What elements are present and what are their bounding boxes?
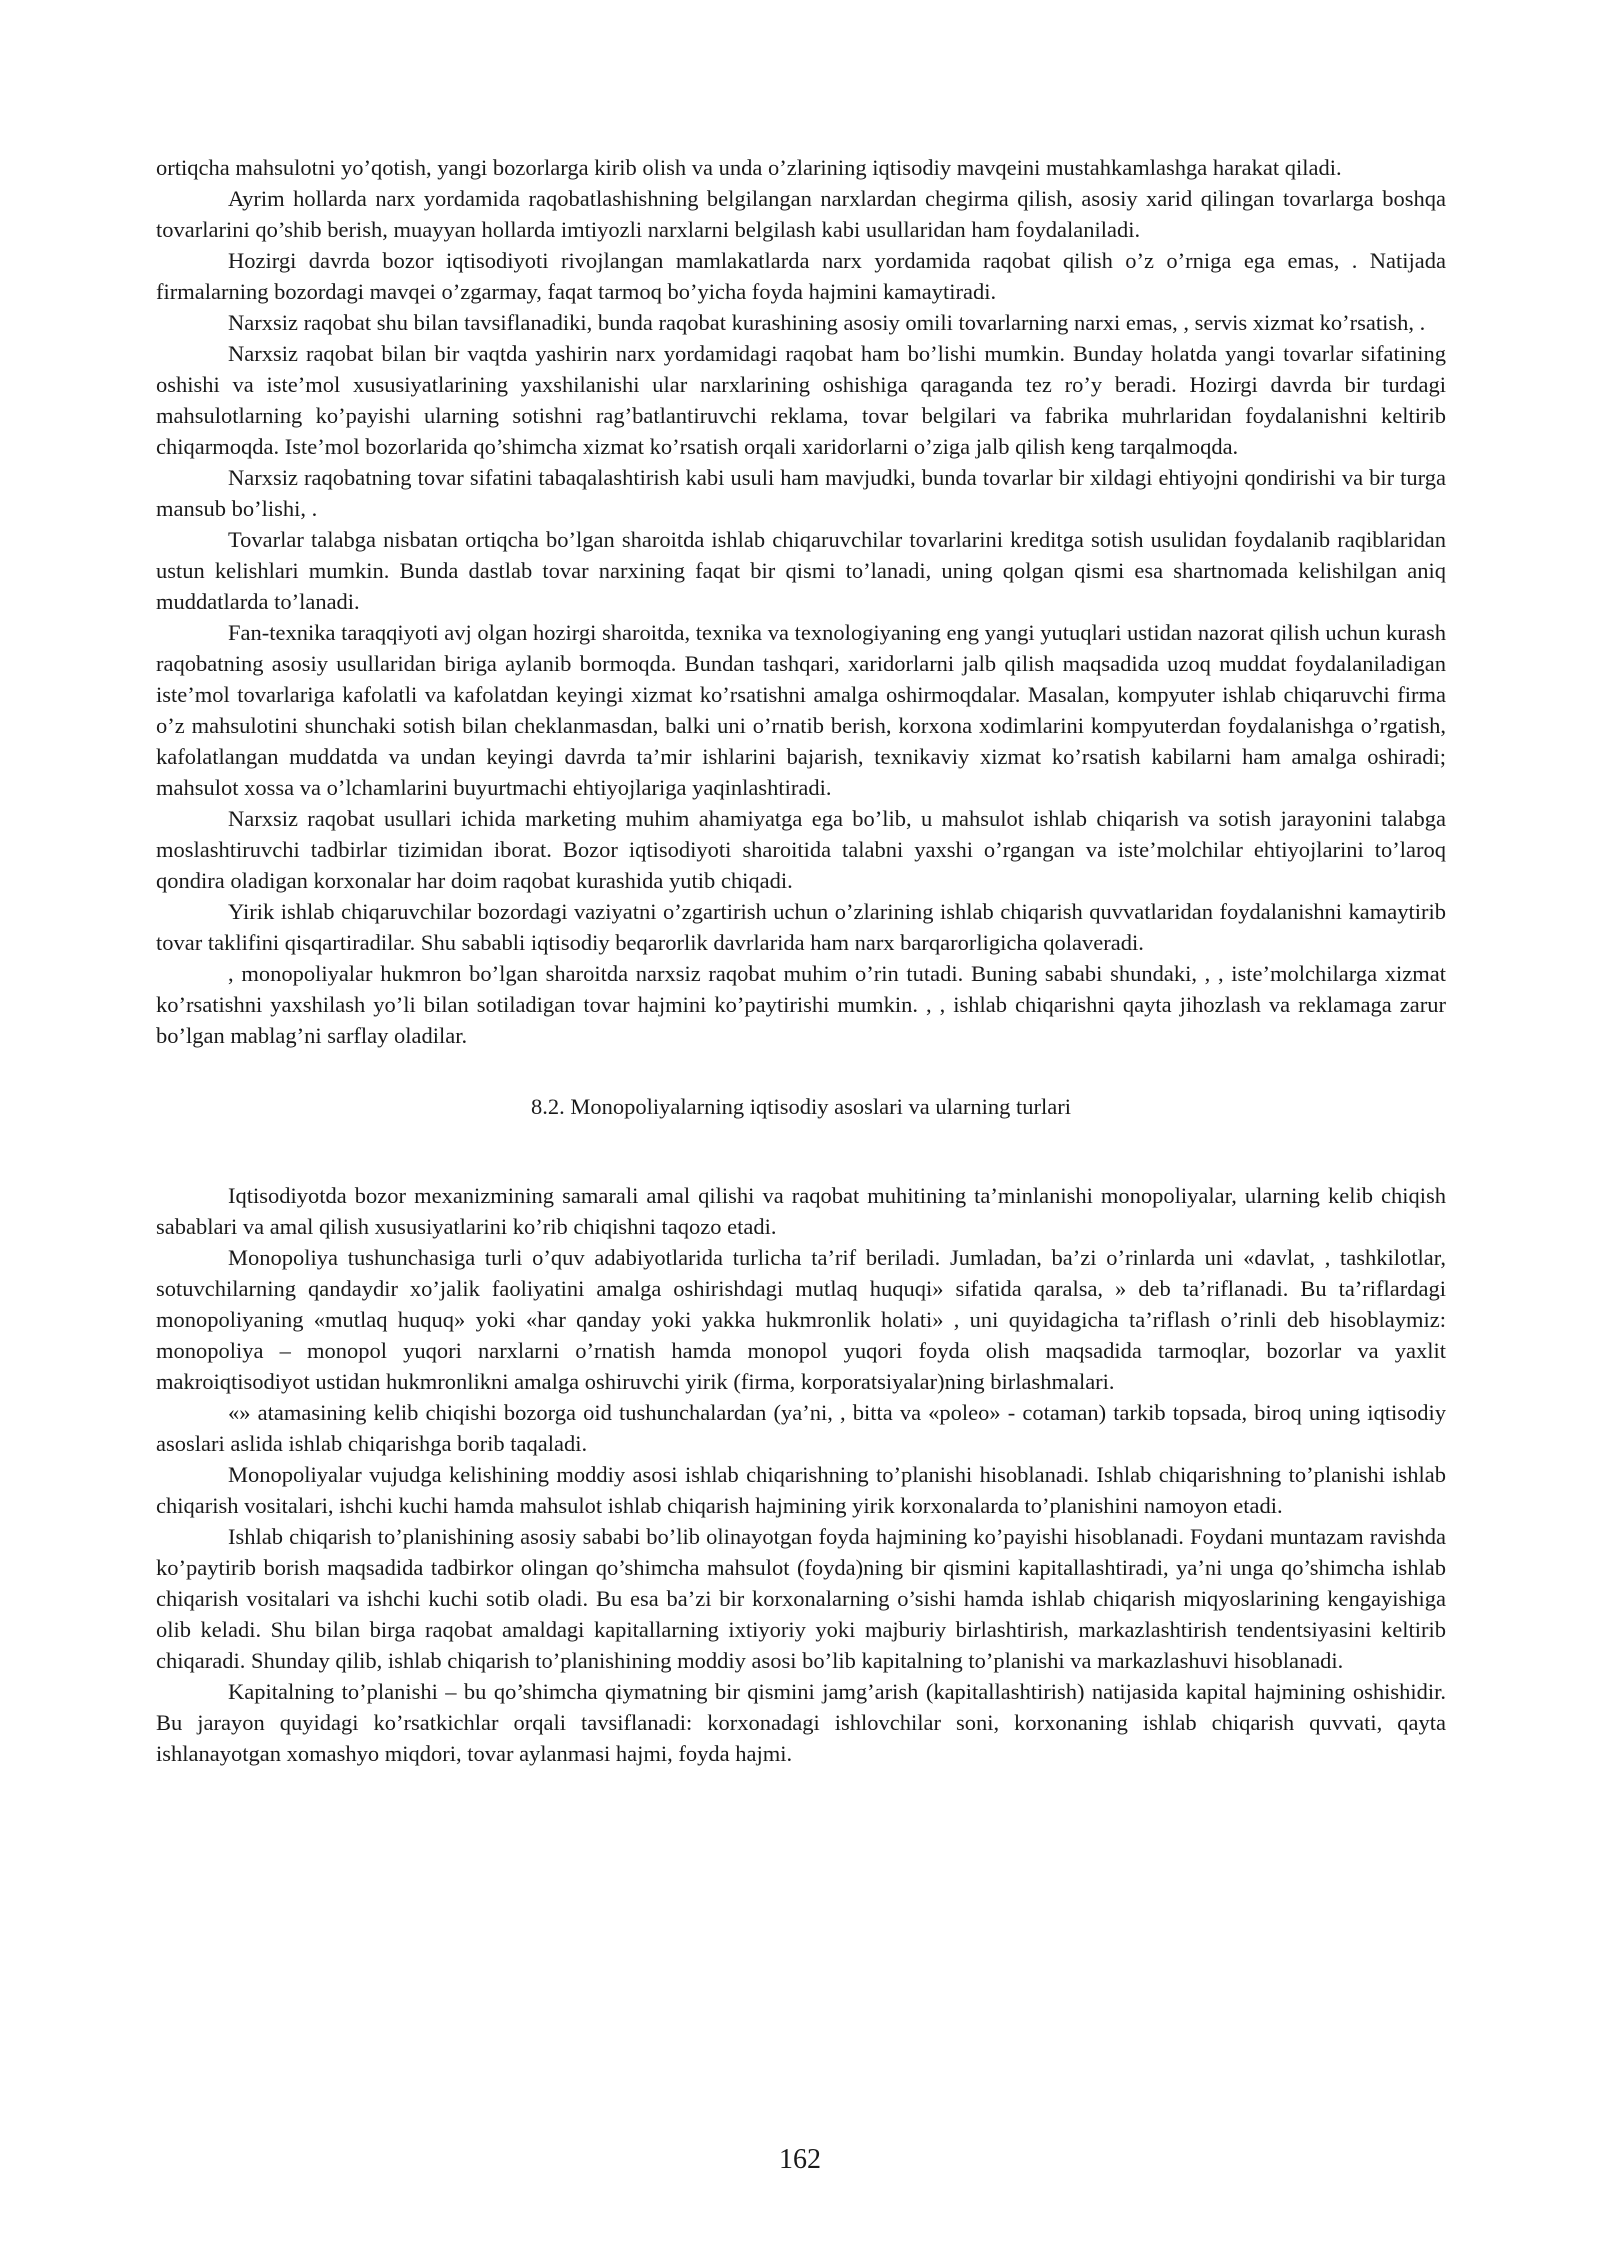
paragraph: Monopoliyalar vujudga kelishining moddiy asosi ishlab chiqarishning to’planishi hisoblanadi. Ishlab chiqarishning to’planishi ishlab chiqarish vositalari, ishchi kuchi hamda mahsulot ishlab chiqarish hajmining yirik korxonalarda to’planishini namoyon etadi. <box>156 1462 1446 1518</box>
paragraph: Yirik ishlab chiqaruvchilar bozordagi vaziyatni o’zgartirish uchun o’zlarining ishlab chiqarish quvvatlaridan foydalanishni kamaytirib tovar taklifini qisqartiradilar. Shu sababli iqtisodiy beqarorlik davrlarida ham narx barqarorligicha qolaveradi. <box>156 899 1446 955</box>
section-heading: 8.2. Monopoliyalarning iqtisodiy asoslari va ularning turlari <box>531 1094 1071 1119</box>
paragraph: Iqtisodiyotda bozor mexanizmining samarali amal qilishi va raqobat muhitining ta’minlanishi monopoliyalar, ularning kelib chiqish sabablari va amal qilish xususiyatlarini ko’rib chiqishni taqozo etadi. <box>156 1183 1446 1239</box>
paragraph: Narxsiz raqobat usullari ichida marketing muhim ahamiyatga ega bo’lib, u mahsulot ishlab chiqarish va sotish jarayonini talabga moslashtiruvchi tadbirlar tizimidan iborat. Bozor iqtisodiyoti sharoitida talabni yaxshi o’rgangan va iste’molchilar ehtiyojlarini to’laroq qondira oladigan korxonalar har doim raqobat kurashida yutib chiqadi. <box>156 806 1446 893</box>
paragraph: Tovarlar talabga nisbatan ortiqcha bo’lgan sharoitda ishlab chiqaruvchilar tovarlarini kreditga sotish usulidan foydalanib raqiblaridan ustun kelishlari mumkin. Bunda dastlab tovar narxining faqat bir qismi to’lanadi, uning qolgan qismi esa shartnomada kelishilgan aniq muddatlarda to’lanadi. <box>156 527 1446 614</box>
paragraph: Narxsiz raqobatning tovar sifatini tabaqalashtirish kabi usuli ham mavjudki, bunda tovarlar bir xildagi ehtiyojni qondirishi va bir turga mansub bo’lishi, . <box>156 465 1446 521</box>
paragraph: Hozirgi davrda bozor iqtisodiyoti rivojlangan mamlakatlarda narx yordamida raqobat qilish o’z o’rniga ega emas, . Natijada firmalarning bozordagi mavqei o’zgarmay, faqat tarmoq bo’yicha foyda hajmini kamaytiradi. <box>156 248 1446 304</box>
paragraph: Narxsiz raqobat shu bilan tavsiflanadiki, bunda raqobat kurashining asosiy omili tovarlarning narxi emas, , servis xizmat ko’rsatish, . <box>228 310 1426 335</box>
paragraph: , monopoliyalar hukmron bo’lgan sharoitda narxsiz raqobat muhim o’rin tutadi. Buning sababi shundaki, , , iste’molchilarga xizmat ko’rsatishni yaxshilash yo’li bilan sotiladigan tovar hajmini ko’paytirishi mumkin. , , ishlab chiqarishni qayta jihozlash va reklamaga zarur bo’lgan mablag’ni sarflay oladilar. <box>156 961 1446 1048</box>
paragraph: Monopoliya tushunchasiga turli o’quv adabiyotlarida turlicha ta’rif beriladi. Jumladan, ba’zi o’rinlarda uni «davlat, , tashkilotlar, sotuvchilarning qandaydir xo’jalik faoliyatini amalga oshirishdagi mutlaq huquqi» sifatida qaralsa, » deb ta’riflanadi. Bu ta’riflardagi monopoliyaning «mutlaq huquq» yoki «har qanday yoki yakka hukmronlik holati» , uni quyidagicha ta’riflash o’rinli deb hisoblaymiz: monopoliya – monopol yuqori narxlarni o’rnatish hamda monopol yuqori foyda olish maqsadida tarmoqlar, bozorlar va yaxlit makroiqtisodiyot ustidan hukmronlikni amalga oshiruvchi yirik (firma, korporatsiyalar)ning birlashmalari. <box>156 1245 1446 1394</box>
paragraph: ortiqcha mahsulotni yo’qotish, yangi bozorlarga kirib olish va unda o’zlarining iqtisodiy mavqeini mustahkamlashga harakat qiladi. <box>156 155 1342 180</box>
paragraph: «» atamasining kelib chiqishi bozorga oid tushunchalardan (ya’ni, , bitta va «poleo» - cotaman) tarkib topsada, biroq uning iqtisodiy asoslari aslida ishlab chiqarishga borib taqaladi. <box>156 1400 1446 1456</box>
paragraph: Kapitalning to’planishi – bu qo’shimcha qiymatning bir qismini jamg’arish (kapitallashtirish) natijasida kapital hajmining oshishidir. Bu jarayon quyidagi ko’rsatkichlar orqali tavsiflanadi: korxonadagi ishlovchilar soni, korxonaning ishlab chiqarish quvvati, qayta ishlanayotgan xomashyo miqdori, tovar aylanmasi hajmi, foyda hajmi. <box>156 1679 1446 1766</box>
paragraph: Ayrim hollarda narx yordamida raqobatlashishning belgilangan narxlardan chegirma qilish, asosiy xarid qilingan tovarlarga boshqa tovarlarini qo’shib berish, muayyan hollarda imtiyozli narxlarni belgilash kabi usullaridan ham foydalaniladi. <box>156 186 1446 242</box>
paragraph: Ishlab chiqarish to’planishining asosiy sababi bo’lib olinayotgan foyda hajmining ko’payishi hisoblanadi. Foydani muntazam ravishda ko’paytirib borish maqsadida tadbirkor olingan qo’shimcha mahsulot (foyda)ning bir qismini kapitallashtiradi, ya’ni unga qo’shimcha ishlab chiqarish vositalari va ishchi kuchi sotib oladi. Bu esa ba’zi bir korxonalarning o’sishi hamda ishlab chiqarish miqyoslarining kengayishiga olib keladi. Shu bilan birga raqobat amaldagi kapitallarning ixtiyoriy yoki majburiy birlashtirish, markazlashtirish tendentsiyasini keltirib chiqaradi. Shunday qilib, ishlab chiqarish to’planishining moddiy asosi bo’lib kapitalning to’planishi va markazlashuvi hisoblanadi. <box>156 1524 1446 1673</box>
page-number: 162 <box>779 2144 821 2175</box>
paragraph: Narxsiz raqobat bilan bir vaqtda yashirin narx yordamidagi raqobat ham bo’lishi mumkin. Bunday holatda yangi tovarlar sifatining oshishi va iste’mol xususiyatlarining yaxshilanishi ular narxlarining oshishiga qaraganda tez ro’y beradi. Hozirgi davrda bir turdagi mahsulotlarning ko’payishi ularning sotishni rag’batlantiruvchi reklama, tovar belgilari va fabrika muhrlaridan foydalanishni keltirib chiqarmoqda. Iste’mol bozorlarida qo’shimcha xizmat ko’rsatish orqali xaridorlarni o’ziga jalb qilish keng tarqalmoqda. <box>156 341 1446 459</box>
paragraph: Fan-texnika taraqqiyoti avj olgan hozirgi sharoitda, texnika va texnologiyaning eng yangi yutuqlari ustidan nazorat qilish uchun kurash raqobatning asosiy usullaridan biriga aylanib bormoqda. Bundan tashqari, xaridorlarni jalb qilish maqsadida uzoq muddat foydalaniladigan iste’mol tovarlariga kafolatli va kafolatdan keyingi xizmat ko’rsatishni amalga oshirmoqdalar. Masalan, kompyuter ishlab chiqaruvchi firma o’z mahsulotini shunchaki sotish bilan cheklanmasdan, balki uni o’rnatib berish, korxona xodimlarini kompyuterdan foydalanishga o’rgatish, kafolatlangan muddatda va undan keyingi davrda ta’mir ishlarini bajarish, texnikaviy xizmat ko’rsatish kabilarni ham amalga oshiradi; mahsulot xossa va o’lchamlarini buyurtmachi ehtiyojlariga yaqinlashtiradi. <box>156 620 1446 800</box>
page-body <box>156 152 1446 1769</box>
